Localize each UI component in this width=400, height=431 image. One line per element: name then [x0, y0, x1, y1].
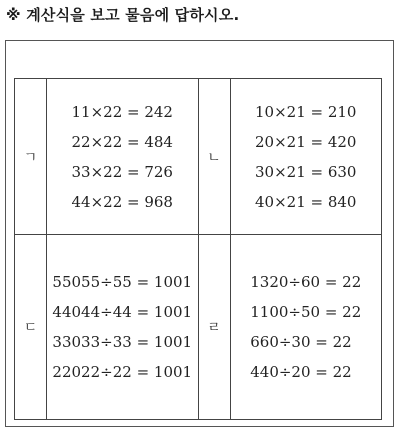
table-row — [15, 235, 382, 420]
equation: 40×21 = 840 — [255, 192, 357, 211]
equation: 22022÷22 = 1001 — [52, 363, 193, 382]
equation: 33033÷33 = 1001 — [52, 333, 193, 352]
equation: 440÷20 = 22 — [250, 363, 352, 382]
equation-list-b — [255, 97, 356, 217]
table-row — [15, 79, 382, 235]
equation: 20×21 = 420 — [255, 132, 357, 151]
equation: 660÷30 = 22 — [250, 333, 352, 352]
calculation-table — [14, 78, 382, 420]
equation: 22×22 = 484 — [71, 132, 173, 151]
equation: 1320÷60 = 22 — [250, 273, 362, 292]
panel-label-d: ㄹ — [198, 235, 230, 420]
equation: 44044÷44 = 1001 — [52, 303, 193, 322]
equation: 30×21 = 630 — [255, 162, 357, 181]
equation: 1100÷50 = 22 — [250, 303, 362, 322]
instruction-text: ※ 계산식을 보고 물음에 답하시오. — [6, 6, 240, 24]
equation-list-c — [52, 267, 192, 387]
panel-label-c: ㄷ — [15, 235, 47, 420]
equation: 44×22 = 968 — [71, 192, 173, 211]
panel-c — [47, 235, 199, 420]
equation-list-d — [250, 267, 361, 387]
panel-a — [47, 79, 199, 235]
panel-label-b: ㄴ — [198, 79, 230, 235]
equation: 11×22 = 242 — [71, 102, 173, 121]
equation: 10×21 = 210 — [255, 102, 357, 121]
panel-d — [230, 235, 382, 420]
equation: 33×22 = 726 — [71, 162, 173, 181]
equation-list-a — [72, 97, 173, 217]
panel-label-a: ㄱ — [15, 79, 47, 235]
panel-b — [230, 79, 382, 235]
equation: 55055÷55 = 1001 — [52, 273, 193, 292]
